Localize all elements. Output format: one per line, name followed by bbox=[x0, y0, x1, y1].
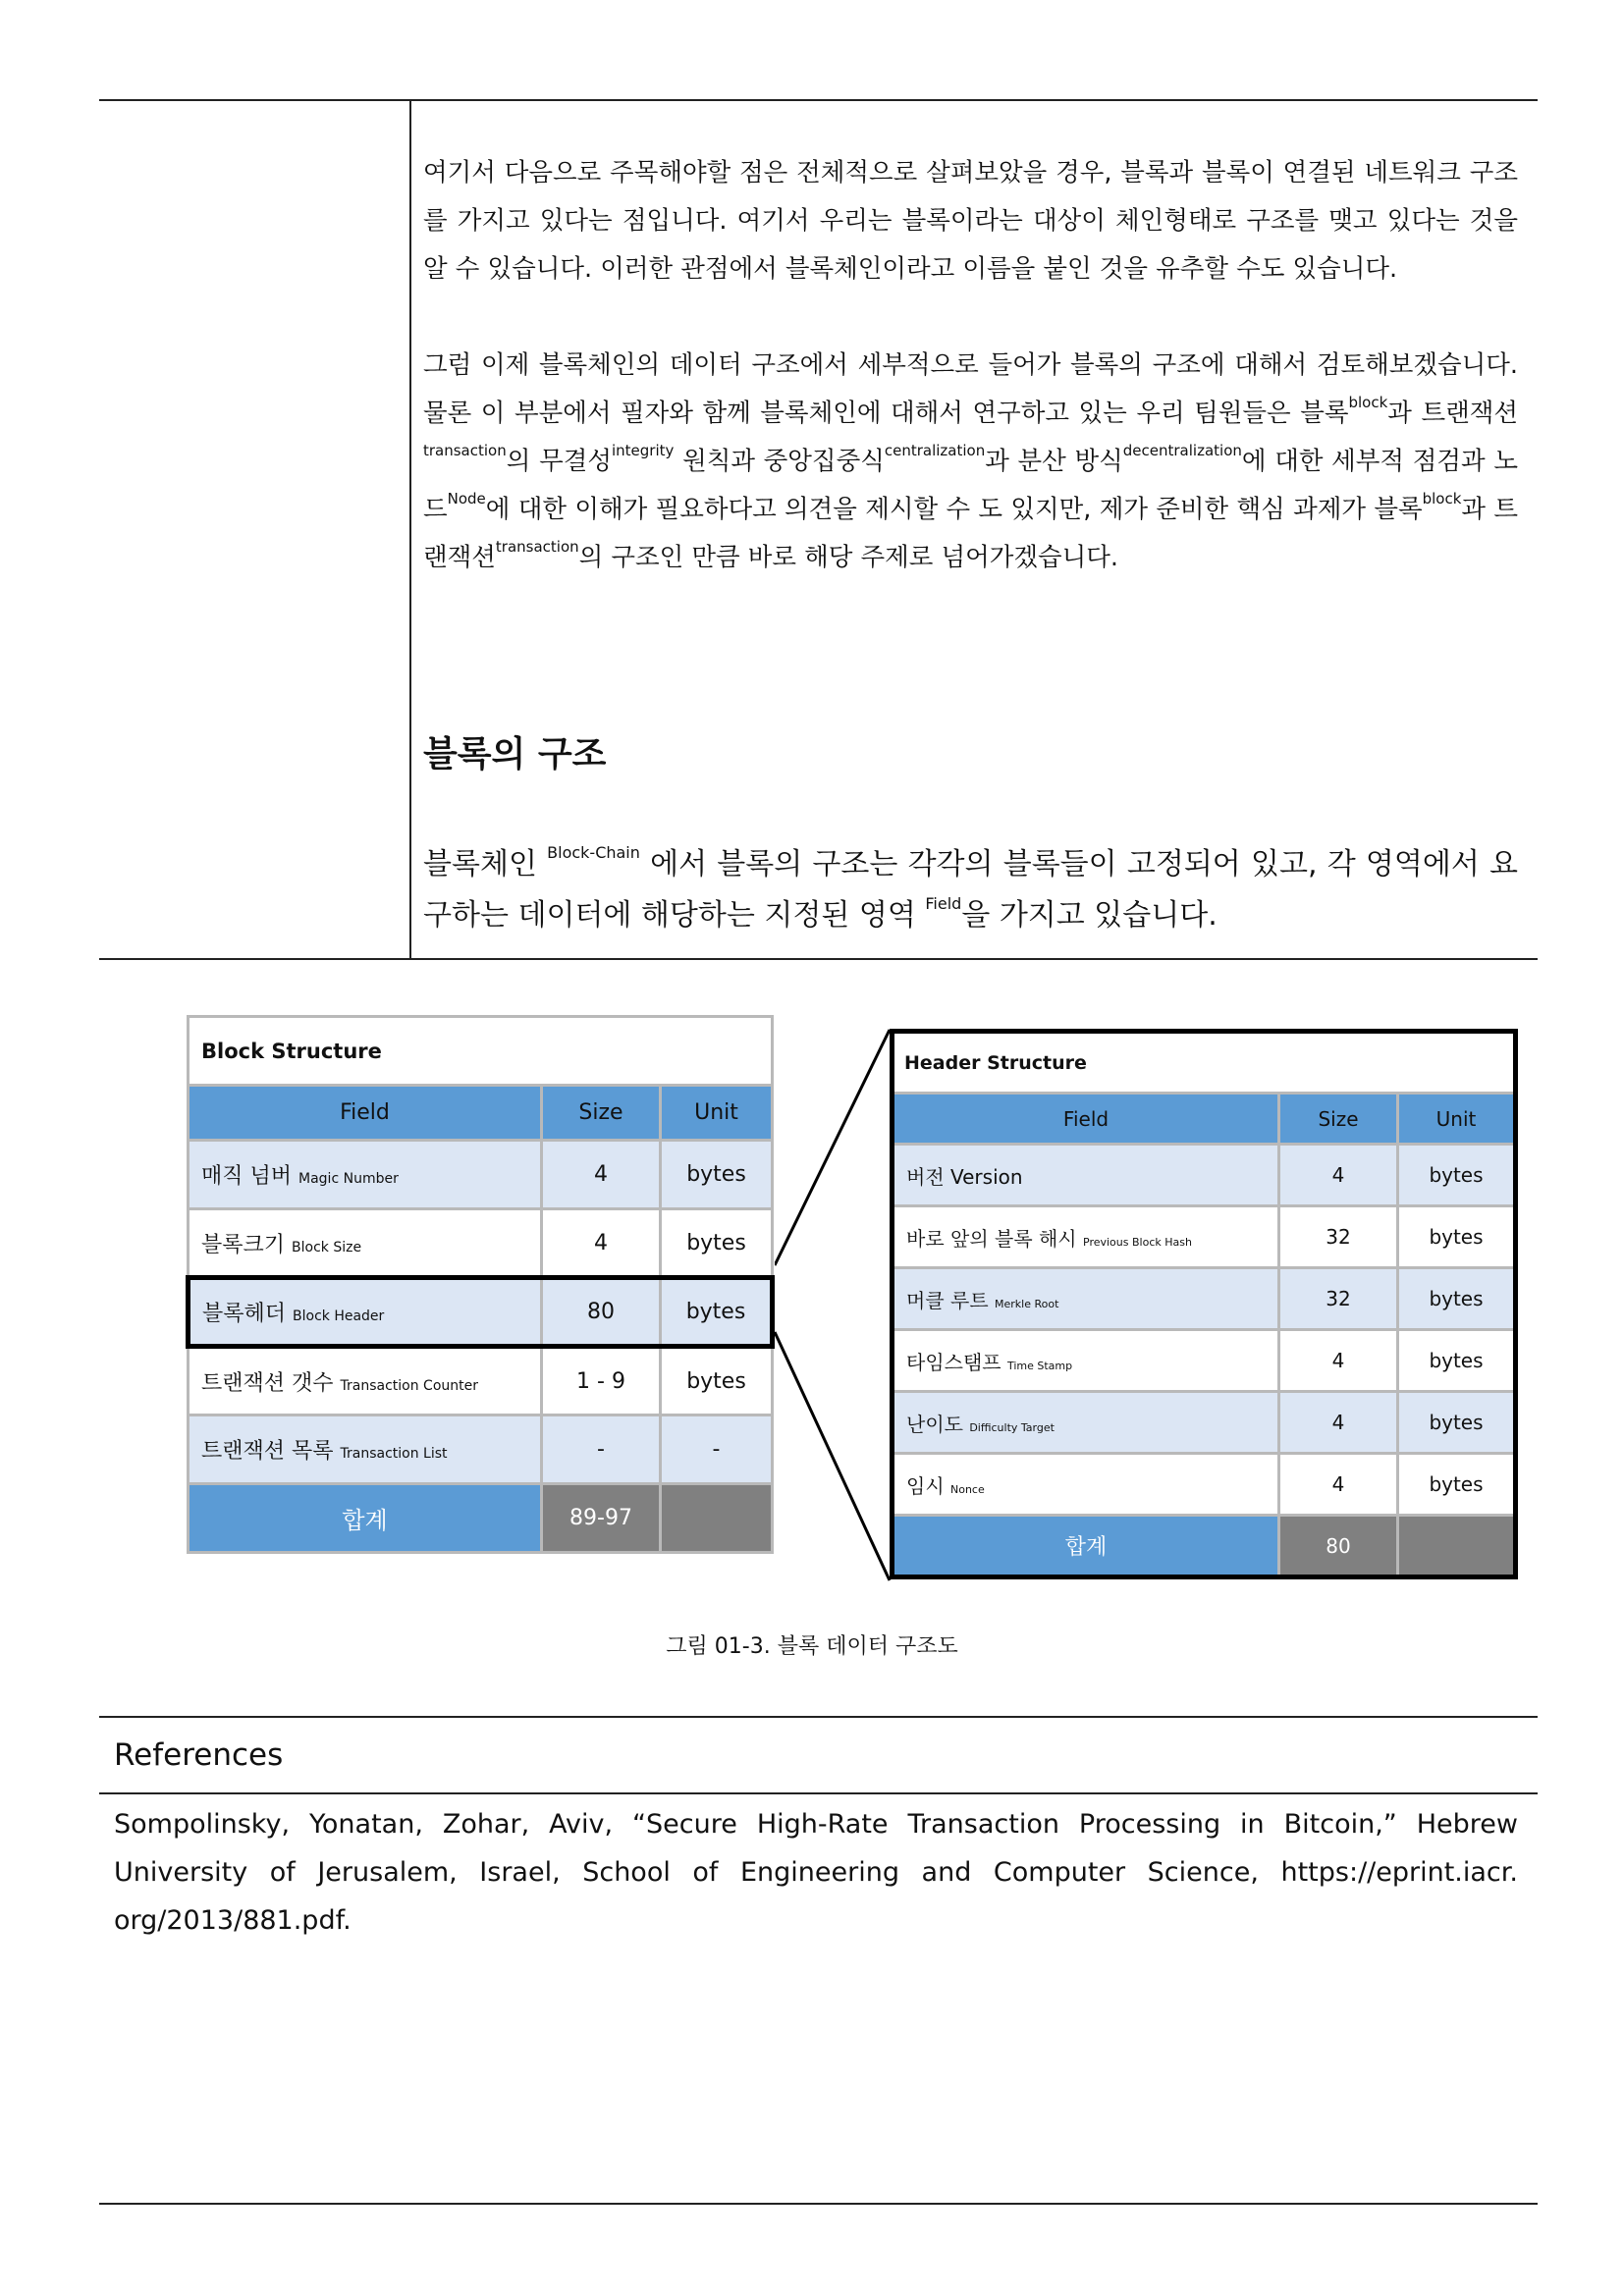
table-row bbox=[189, 1141, 773, 1209]
field-cell bbox=[189, 1415, 542, 1484]
field-cell bbox=[189, 1209, 542, 1278]
field-cell bbox=[893, 1454, 1279, 1516]
para2-term: Node bbox=[447, 490, 486, 507]
field-ko: 버전 bbox=[906, 1164, 945, 1189]
size-cell: 4 bbox=[542, 1209, 661, 1278]
lead-text: 블록체인 bbox=[423, 847, 548, 881]
unit-cell: bytes bbox=[1398, 1145, 1516, 1206]
field-ko: 바로 앞의 블록 해시 bbox=[906, 1226, 1077, 1251]
section-heading: 블록의 구조 bbox=[423, 734, 607, 774]
size-cell: 4 bbox=[1279, 1454, 1398, 1516]
field-cell bbox=[189, 1347, 542, 1415]
total-row bbox=[893, 1516, 1516, 1577]
para2-term: block bbox=[1422, 490, 1462, 507]
field-ko: 매직 넘버 bbox=[201, 1164, 293, 1189]
table-row bbox=[189, 1415, 773, 1484]
total-empty bbox=[1398, 1516, 1516, 1577]
column-header: Size bbox=[1279, 1094, 1398, 1145]
reference-entry: Sompolinsky, Yonatan, Zohar, Aviv, “Secure High-Rate Transaction Processing in Bitcoin,” Hebrew University of Jerusalem, Israel, School of Engineering and Computer Science, https://eprint.iacr. org/2013/881.pdf. bbox=[114, 1809, 1518, 1936]
unit-cell: bytes bbox=[1398, 1268, 1516, 1330]
size-cell: 80 bbox=[542, 1278, 661, 1347]
references-title: References bbox=[114, 1737, 284, 1773]
para2-term: transaction bbox=[495, 538, 579, 556]
field-ko: 머클 루트 bbox=[906, 1288, 989, 1312]
field-ko: 블록크기 bbox=[201, 1232, 286, 1257]
bottom-rule bbox=[99, 2203, 1538, 2205]
para2-text: 과 트랜잭션 bbox=[423, 495, 1518, 572]
field-en: Time Stamp bbox=[1006, 1359, 1073, 1372]
column-header: Size bbox=[542, 1086, 661, 1141]
lead-text: 에서 블록의 구조는 각각의 블록들이 고정되어 있고, 각 영역에서 요구하는 데이터에 해당하는 지정된 영역 bbox=[423, 847, 1518, 933]
table-row bbox=[893, 1145, 1516, 1206]
references-top-rule bbox=[99, 1716, 1538, 1718]
column-header: Unit bbox=[1398, 1094, 1516, 1145]
total-label: 합계 bbox=[893, 1516, 1279, 1577]
size-cell: 32 bbox=[1279, 1268, 1398, 1330]
table-row bbox=[893, 1454, 1516, 1516]
header-row bbox=[189, 1086, 773, 1141]
field-en: Nonce bbox=[950, 1482, 985, 1496]
unit-cell: bytes bbox=[1398, 1206, 1516, 1268]
size-cell: 4 bbox=[1279, 1392, 1398, 1454]
header-structure-table bbox=[890, 1029, 1518, 1579]
table-title-row bbox=[189, 1017, 773, 1086]
field-en: Difficulty Target bbox=[969, 1420, 1055, 1434]
para2-term: block bbox=[1348, 394, 1388, 411]
field-en: Transaction Counter bbox=[340, 1377, 479, 1394]
connector-line-bottom bbox=[775, 1332, 890, 1580]
total-value: 80 bbox=[1279, 1516, 1398, 1577]
field-en: Block Header bbox=[293, 1308, 385, 1324]
field-en: Previous Block Hash bbox=[1083, 1235, 1192, 1249]
para2-term: transaction bbox=[423, 442, 507, 459]
field-ko: 트랜잭션 갯수 bbox=[201, 1370, 334, 1396]
para2-text: 원칙과 중앙집중식 bbox=[674, 447, 885, 476]
column-header: Field bbox=[189, 1086, 542, 1141]
table-row bbox=[893, 1206, 1516, 1268]
table-title-row bbox=[893, 1032, 1516, 1094]
unit-cell: - bbox=[661, 1415, 773, 1484]
field-cell bbox=[893, 1392, 1279, 1454]
connector-line-top bbox=[775, 1030, 890, 1265]
field-cell bbox=[893, 1268, 1279, 1330]
para2-term: centralization bbox=[884, 442, 986, 459]
field-cell bbox=[893, 1145, 1279, 1206]
table-row bbox=[189, 1347, 773, 1415]
unit-cell: bytes bbox=[1398, 1454, 1516, 1516]
table-row bbox=[893, 1268, 1516, 1330]
size-cell: 4 bbox=[1279, 1330, 1398, 1392]
field-en: Transaction List bbox=[340, 1446, 448, 1462]
para2-text: 그럼 이제 블록체인의 데이터 구조에서 세부적으로 들어가 블록의 구조에 대해서 검토해보겠습니다. 물론 이 부분에서 필자와 함께 블록체인에 대해서 연구하고 있는 우리 팀원들은 블록 bbox=[423, 350, 1518, 428]
field-cell bbox=[189, 1278, 542, 1347]
block-structure-table bbox=[186, 1015, 775, 1554]
field-en: Block Size bbox=[292, 1239, 362, 1255]
field-cell bbox=[189, 1141, 542, 1209]
para2-text: 에 대한 이해가 필요하다고 의견을 제시할 수 도 있지만, 제가 준비한 핵심 과제가 블록 bbox=[485, 495, 1423, 524]
table-row-highlighted bbox=[189, 1278, 773, 1347]
field-en: Version bbox=[950, 1164, 1023, 1189]
field-ko: 난이도 bbox=[906, 1412, 963, 1436]
unit-cell: bytes bbox=[661, 1141, 773, 1209]
field-en: Merkle Root bbox=[995, 1297, 1059, 1310]
field-cell bbox=[893, 1206, 1279, 1268]
total-empty bbox=[661, 1484, 773, 1553]
header-row bbox=[893, 1094, 1516, 1145]
size-cell: 4 bbox=[542, 1141, 661, 1209]
para2-text: 의 구조인 만큼 바로 해당 주제로 넘어가겠습니다. bbox=[578, 543, 1119, 572]
unit-cell: bytes bbox=[1398, 1330, 1516, 1392]
total-label: 합계 bbox=[189, 1484, 542, 1553]
para2-term: integrity bbox=[611, 442, 675, 459]
field-cell bbox=[893, 1330, 1279, 1392]
para2-text: 과 분산 방식 bbox=[985, 447, 1123, 476]
field-ko: 블록헤더 bbox=[202, 1302, 287, 1326]
unit-cell: bytes bbox=[661, 1209, 773, 1278]
column-header: Unit bbox=[661, 1086, 773, 1141]
lead-term: Block-Chain bbox=[547, 843, 640, 862]
lead-term: Field bbox=[925, 894, 962, 913]
field-ko: 트랜잭션 목록 bbox=[201, 1439, 334, 1464]
size-cell: 1 - 9 bbox=[542, 1347, 661, 1415]
table-row bbox=[189, 1209, 773, 1278]
size-cell: 4 bbox=[1279, 1145, 1398, 1206]
unit-cell: bytes bbox=[661, 1278, 773, 1347]
para2-text: 과 트랜잭션 bbox=[1387, 399, 1519, 428]
para2-text: 의 무결성 bbox=[506, 447, 612, 476]
field-en: Magic Number bbox=[298, 1171, 399, 1187]
para2-text: 에 대한 세부적 점검과 노드 bbox=[423, 447, 1518, 524]
para2-term: decentralization bbox=[1122, 442, 1242, 459]
total-value: 89-97 bbox=[542, 1484, 661, 1553]
column-header: Field bbox=[893, 1094, 1279, 1145]
references-title-rule bbox=[99, 1792, 1538, 1794]
unit-cell: bytes bbox=[661, 1347, 773, 1415]
table-row bbox=[893, 1392, 1516, 1454]
paragraph-1: 여기서 다음으로 주목해야할 점은 전체적으로 살펴보았을 경우, 블록과 블록이 연결된 네트워크 구조를 가지고 있다는 점입니다. 여기서 우리는 블록이라는 대상이 체인형태로 구조를 맺고 있다는 것을 알 수 있습니다. 이러한 관점에서 블록체인이라고 이름을 붙인 것을 유추할 수도 있습니다. bbox=[423, 158, 1518, 284]
size-cell: 32 bbox=[1279, 1206, 1398, 1268]
figure-caption: 그림 01-3. 블록 데이터 구조도 bbox=[666, 1634, 958, 1659]
size-cell: - bbox=[542, 1415, 661, 1484]
total-row bbox=[189, 1484, 773, 1553]
field-ko: 임시 bbox=[906, 1473, 945, 1498]
table-title: Block Structure bbox=[189, 1017, 773, 1086]
unit-cell: bytes bbox=[1398, 1392, 1516, 1454]
table-row bbox=[893, 1330, 1516, 1392]
lead-text: 을 가지고 있습니다. bbox=[961, 898, 1218, 933]
table-title: Header Structure bbox=[893, 1032, 1516, 1094]
field-ko: 타임스탬프 bbox=[906, 1350, 1001, 1374]
